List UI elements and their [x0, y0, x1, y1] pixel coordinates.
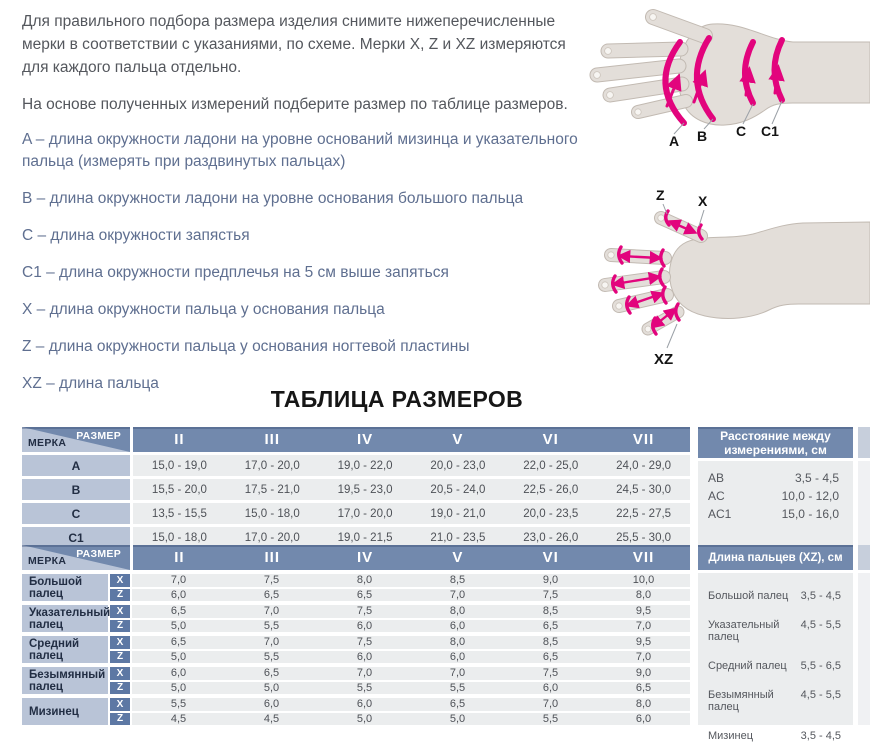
cropped-panel-body-sliver — [858, 573, 870, 725]
finger-label: Средний палец — [22, 636, 108, 663]
badge-x: X — [110, 667, 130, 680]
panel-row-value: 3,5 - 4,5 — [800, 730, 841, 742]
corner-measure-label: МЕРКА — [28, 437, 67, 449]
cell: 19,0 - 21,0 — [430, 507, 486, 520]
cell: 19,0 - 21,5 — [337, 531, 393, 544]
cell: 6,5 — [170, 636, 187, 649]
panel-row-value: 3,5 - 4,5 — [800, 590, 841, 602]
cell: 7,5 — [356, 605, 373, 618]
cell: 6,0 — [635, 712, 652, 725]
cell: 7,0 — [635, 650, 652, 663]
corner-measure-label: МЕРКА — [28, 555, 67, 567]
panel-row-value: 15,0 - 16,0 — [781, 507, 839, 521]
cell: 7,0 — [542, 698, 559, 711]
column-header: V — [452, 549, 464, 566]
hand-top-measurement-diagram — [583, 178, 870, 373]
definition-z: Z – длина окружности пальца у основания ногтевой пластины — [22, 338, 470, 355]
panel-row-label: Безымянный палец — [708, 689, 774, 713]
cell: 7,0 — [170, 574, 187, 587]
cell: 9,0 — [542, 574, 559, 587]
cell: 23,0 - 26,0 — [523, 531, 579, 544]
finger-group-thumb — [22, 574, 690, 601]
definition-x: X – длина окружности пальца у основания пальца — [22, 301, 385, 318]
cell: 6,0 — [356, 650, 373, 663]
column-header: III — [264, 549, 280, 566]
xz-badges — [110, 636, 130, 663]
cell: 6,5 — [170, 605, 187, 618]
cell: 7,0 — [635, 619, 652, 632]
cell: 5,5 — [263, 619, 280, 632]
row-values — [133, 479, 690, 500]
size-columns — [133, 545, 690, 570]
column-header: III — [264, 431, 280, 448]
z-row — [132, 682, 690, 695]
finger-values — [132, 698, 690, 725]
corner-size-label: РАЗМЕР — [76, 548, 121, 560]
column-header: II — [174, 549, 185, 566]
cell: 25,5 - 30,0 — [616, 531, 672, 544]
column-header: II — [174, 431, 185, 448]
cell: 15,0 - 19,0 — [151, 459, 207, 472]
panel-row-label: Мизинец — [708, 730, 753, 742]
row-label: B — [22, 479, 130, 500]
cell: 9,0 — [635, 667, 652, 680]
label-a: A — [669, 133, 680, 149]
cell: 24,5 - 30,0 — [616, 483, 672, 496]
cell: 7,0 — [263, 636, 280, 649]
cell: 8,0 — [356, 574, 373, 587]
cell: 6,0 — [263, 698, 280, 711]
finger-length-panel-title: Длина пальцев (XZ), см — [698, 545, 853, 570]
intro-text — [22, 10, 588, 116]
corner-size-label: РАЗМЕР — [76, 430, 121, 442]
cell: 6,0 — [170, 588, 187, 601]
cell: 7,5 — [356, 636, 373, 649]
panel-row-value: 4,5 - 5,5 — [800, 689, 841, 701]
cell: 8,0 — [635, 588, 652, 601]
panel-row-label: Средний палец — [708, 660, 787, 672]
cell: 13,5 - 15,5 — [151, 507, 207, 520]
finger-label: Большой палец — [22, 574, 108, 601]
cell: 8,0 — [449, 605, 466, 618]
cell: 6,0 — [542, 681, 559, 694]
cell: 6,0 — [170, 667, 187, 680]
column-header: VI — [542, 549, 559, 566]
cell: 5,0 — [170, 619, 187, 632]
distance-panel — [698, 427, 853, 546]
table-row-b — [22, 479, 690, 500]
definition-c: C – длина окружности запястья — [22, 227, 250, 244]
z-row — [132, 713, 690, 726]
cell: 5,0 — [449, 712, 466, 725]
cell: 6,5 — [263, 667, 280, 680]
hand-silhouette — [602, 215, 870, 332]
panel-row-label: AC1 — [708, 507, 732, 521]
panel-row-label: Указательный палец — [708, 619, 780, 643]
panel-row-value: 3,5 - 4,5 — [794, 471, 839, 485]
cell: 24,0 - 29,0 — [616, 459, 672, 472]
cell: 21,0 - 23,5 — [430, 531, 486, 544]
cell: 7,5 — [542, 588, 559, 601]
panel-row — [708, 619, 841, 643]
panel-row — [708, 590, 841, 602]
badge-z: Z — [110, 713, 130, 726]
finger-length-panel-body — [698, 573, 853, 742]
intro-paragraph-2: На основе полученных измерений подберите размер по таблице размеров. — [22, 96, 568, 113]
badge-x: X — [110, 605, 130, 618]
cell: 7,0 — [356, 667, 373, 680]
size-table-header — [22, 427, 690, 452]
column-header: VII — [632, 549, 655, 566]
cell: 6,0 — [449, 650, 466, 663]
finger-values — [132, 636, 690, 663]
badge-x: X — [110, 698, 130, 711]
cell: 6,5 — [356, 588, 373, 601]
cell: 22,0 - 25,0 — [523, 459, 579, 472]
cell: 17,0 - 20,0 — [337, 507, 393, 520]
panel-row — [708, 505, 839, 523]
panel-row — [708, 730, 841, 742]
panel-row-label: Большой палец — [708, 590, 789, 602]
label-z: Z — [656, 187, 665, 203]
cell: 15,5 - 20,0 — [151, 483, 207, 496]
cell: 6,5 — [449, 698, 466, 711]
cell: 5,5 — [449, 681, 466, 694]
distance-panel-title: Расстояние между измерениями, см — [698, 427, 853, 458]
cell: 6,0 — [356, 619, 373, 632]
label-xz: XZ — [654, 351, 674, 368]
cell: 4,5 — [170, 712, 187, 725]
panel-row — [708, 689, 841, 713]
x-row — [132, 667, 690, 680]
cell: 5,5 — [356, 681, 373, 694]
badge-z: Z — [110, 589, 130, 602]
cropped-panel-header-sliver — [858, 427, 870, 458]
definition-b: B – длина окружности ладони на уровне основания большого пальца — [22, 190, 524, 207]
cell: 7,5 — [263, 574, 280, 587]
table-row-c — [22, 503, 690, 524]
cell: 5,5 — [170, 698, 187, 711]
label-c: C — [736, 123, 747, 139]
row-label: C1 — [22, 527, 130, 548]
finger-group-pinky — [22, 698, 690, 725]
finger-length-panel — [698, 545, 853, 742]
cropped-panel-body-sliver — [858, 461, 870, 546]
definition-a: A – длина окружности ладони на уровне оснований мизинца и указательного пальца (измерять при раздвинутых пальцах) — [22, 131, 578, 170]
z-row — [132, 620, 690, 633]
column-header: V — [452, 431, 464, 448]
panel-row — [708, 660, 841, 672]
cell: 6,5 — [542, 650, 559, 663]
table-row-a — [22, 455, 690, 476]
column-header: VII — [632, 431, 655, 448]
column-header: IV — [356, 549, 374, 566]
row-values — [133, 455, 690, 476]
size-columns — [133, 427, 690, 452]
cell: 17,5 - 21,0 — [244, 483, 300, 496]
cell: 5,0 — [170, 681, 187, 694]
xz-badges — [110, 574, 130, 601]
panel-row-label: AB — [708, 471, 725, 485]
size-table-title: ТАБЛИЦА РАЗМЕРОВ — [270, 386, 524, 412]
cell: 7,5 — [542, 667, 559, 680]
definition-c1: C1 – длина окружности предплечья на 5 см выше запяться — [22, 264, 449, 281]
cell: 9,5 — [635, 605, 652, 618]
intro-paragraph-1: Для правильного подбора размера изделия снимите нижеперечисленные мерки в соответствии с указаниями, по схеме. Мерки X, Z и XZ измеряются для каждого пальца отдельно. — [22, 13, 566, 76]
cell: 15,0 - 18,0 — [244, 507, 300, 520]
label-x: X — [698, 193, 708, 209]
column-header: IV — [356, 431, 374, 448]
cell: 8,0 — [449, 636, 466, 649]
measurement-definitions — [22, 129, 588, 410]
x-row — [132, 698, 690, 711]
panel-row-label: AC — [708, 489, 725, 503]
finger-label: Безымянный палец — [22, 667, 108, 694]
hand-silhouette — [594, 14, 870, 125]
cell: 5,0 — [356, 712, 373, 725]
cell: 10,0 — [632, 574, 655, 587]
cell: 6,5 — [635, 681, 652, 694]
cell: 19,0 - 22,0 — [337, 459, 393, 472]
cell: 17,0 - 20,0 — [244, 459, 300, 472]
cell: 8,0 — [635, 698, 652, 711]
panel-row-value: 5,5 - 6,5 — [800, 660, 841, 672]
cell: 20,5 - 24,0 — [430, 483, 486, 496]
finger-values — [132, 667, 690, 694]
badge-z: Z — [110, 651, 130, 664]
cell: 6,5 — [542, 619, 559, 632]
cell: 7,0 — [263, 605, 280, 618]
badge-x: X — [110, 636, 130, 649]
finger-group-ring — [22, 667, 690, 694]
cell: 7,0 — [449, 667, 466, 680]
column-header: VI — [542, 431, 559, 448]
badge-z: Z — [110, 620, 130, 633]
x-row — [132, 605, 690, 618]
cell: 22,5 - 26,0 — [523, 483, 579, 496]
cell: 4,5 — [263, 712, 280, 725]
row-label: C — [22, 503, 130, 524]
finger-label: Указательный палец — [22, 605, 108, 632]
z-row — [132, 651, 690, 664]
cell: 20,0 - 23,0 — [430, 459, 486, 472]
panel-row-value: 10,0 - 12,0 — [781, 489, 839, 503]
badge-x: X — [110, 574, 130, 587]
badge-z: Z — [110, 682, 130, 695]
cell: 6,0 — [356, 698, 373, 711]
cropped-panel-header-sliver — [858, 545, 870, 570]
cell: 8,5 — [542, 636, 559, 649]
panel-row — [708, 469, 839, 487]
z-row — [132, 589, 690, 602]
cell: 5,0 — [170, 650, 187, 663]
cell: 7,0 — [449, 588, 466, 601]
cell: 22,5 - 27,5 — [616, 507, 672, 520]
cell: 8,5 — [449, 574, 466, 587]
definition-xz: XZ – длина пальца — [22, 375, 159, 392]
x-row — [132, 636, 690, 649]
cell: 6,0 — [449, 619, 466, 632]
cell: 20,0 - 23,5 — [523, 507, 579, 520]
cell: 6,5 — [263, 588, 280, 601]
finger-group-middle — [22, 636, 690, 663]
hand-side-measurement-diagram — [583, 2, 870, 164]
corner-cell — [22, 545, 130, 570]
panel-row — [708, 487, 839, 505]
cell: 15,0 - 18,0 — [151, 531, 207, 544]
cell: 8,5 — [542, 605, 559, 618]
size-table — [22, 427, 690, 548]
panel-row-value: 4,5 - 5,5 — [800, 619, 841, 631]
finger-table-header — [22, 545, 690, 570]
row-values — [133, 503, 690, 524]
xz-badges — [110, 667, 130, 694]
finger-group-index — [22, 605, 690, 632]
cell: 5,0 — [263, 681, 280, 694]
corner-cell — [22, 427, 130, 452]
finger-table — [22, 545, 690, 725]
label-b: B — [697, 128, 708, 144]
label-c1: C1 — [761, 123, 779, 139]
cell: 5,5 — [542, 712, 559, 725]
finger-values — [132, 605, 690, 632]
cell: 19,5 - 23,0 — [337, 483, 393, 496]
xz-badges — [110, 605, 130, 632]
cell: 17,0 - 20,0 — [244, 531, 300, 544]
finger-label: Мизинец — [22, 698, 108, 725]
finger-values — [132, 574, 690, 601]
cell: 9,5 — [635, 636, 652, 649]
cell: 5,5 — [263, 650, 280, 663]
xz-badges — [110, 698, 130, 725]
distance-panel-body — [698, 461, 853, 546]
x-row — [132, 574, 690, 587]
row-label: A — [22, 455, 130, 476]
